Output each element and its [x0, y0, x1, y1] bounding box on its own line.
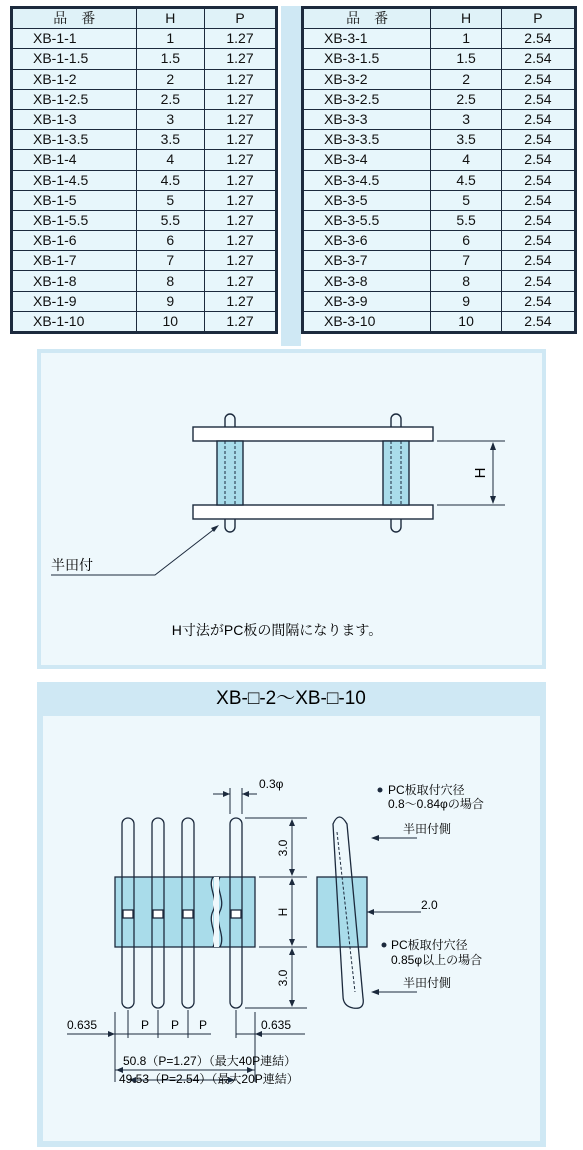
table-row [13, 109, 276, 129]
table-row [304, 311, 575, 331]
cell-h: 1 [136, 29, 204, 49]
cell-part-number: XB-3-4 [304, 150, 431, 170]
pin-bottom-left [225, 519, 235, 532]
cell-part-number: XB-1-8 [13, 271, 137, 291]
dim-p1-label: P [141, 1018, 150, 1032]
table-row [13, 210, 276, 230]
solder-side-label-2: 半田付側 [403, 976, 452, 990]
cell-h: 5 [136, 190, 204, 210]
table-row [13, 251, 276, 271]
table-row [304, 69, 575, 89]
header-h: H [136, 9, 204, 29]
mounting-diagram [37, 349, 546, 669]
dim-p2-label: P [171, 1018, 180, 1032]
cell-p: 1.27 [204, 190, 275, 210]
cell-p: 2.54 [501, 291, 574, 311]
table-row [13, 89, 276, 109]
note-1-line-1: PC板取付穴径 [388, 783, 465, 797]
cell-part-number: XB-1-4.5 [13, 170, 137, 190]
cell-p: 1.27 [204, 109, 275, 129]
dim-49-53-label: 49.53（P=2.54）（最大20P連結） [119, 1072, 299, 1086]
cell-p: 1.27 [204, 271, 275, 291]
cell-h: 6 [136, 231, 204, 251]
cell-h: 7 [136, 251, 204, 271]
table-row [304, 190, 575, 210]
dim-p3-label: P [199, 1018, 208, 1032]
cell-p: 2.54 [501, 271, 574, 291]
cell-part-number: XB-3-3.5 [304, 130, 431, 150]
cell-h: 5.5 [431, 210, 501, 230]
header-part-number: 品 番 [13, 9, 137, 29]
note-2-line-2: 0.85φ以上の場合 [391, 953, 483, 967]
cell-h: 2 [136, 69, 204, 89]
dim-h-label: H [276, 907, 290, 917]
cell-p: 2.54 [501, 150, 574, 170]
pin-2 [152, 818, 164, 1008]
note-bullet-1 [378, 788, 383, 793]
cell-part-number: XB-1-1 [13, 29, 137, 49]
cell-part-number: XB-3-7 [304, 251, 431, 271]
cell-p: 1.27 [204, 49, 275, 69]
table-row [304, 150, 575, 170]
table-header-row [304, 9, 575, 29]
cell-part-number: XB-1-10 [13, 311, 137, 331]
table-row [304, 231, 575, 251]
header-p: P [501, 9, 574, 29]
table-row [13, 150, 276, 170]
cell-h: 8 [431, 271, 501, 291]
pin-top-right [391, 414, 401, 427]
table-header-row [13, 9, 276, 29]
table-row [13, 49, 276, 69]
table-row [13, 231, 276, 251]
table-row [13, 291, 276, 311]
cell-part-number: XB-3-5.5 [304, 210, 431, 230]
table-row [304, 170, 575, 190]
cell-part-number: XB-1-1.5 [13, 49, 137, 69]
cell-h: 2.5 [136, 89, 204, 109]
cell-h: 5.5 [136, 210, 204, 230]
cell-part-number: XB-1-2 [13, 69, 137, 89]
cell-part-number: XB-3-2 [304, 69, 431, 89]
cell-p: 2.54 [501, 210, 574, 230]
table-row [13, 130, 276, 150]
right-spec-table [301, 6, 577, 334]
header-part-number: 品 番 [304, 9, 431, 29]
cell-p: 2.54 [501, 109, 574, 129]
cell-part-number: XB-1-9 [13, 291, 137, 311]
cell-p: 2.54 [501, 311, 574, 331]
cell-p: 1.27 [204, 311, 275, 331]
cell-part-number: XB-3-10 [304, 311, 431, 331]
solder-side-label-1: 半田付側 [403, 822, 452, 836]
solder-label: 半田付 [51, 557, 93, 573]
cell-h: 1.5 [136, 49, 204, 69]
table-row [304, 29, 575, 49]
cell-part-number: XB-1-5 [13, 190, 137, 210]
cell-h: 4.5 [431, 170, 501, 190]
header-h: H [431, 9, 501, 29]
cell-h: 8 [136, 271, 204, 291]
table-row [13, 29, 276, 49]
dim-2-0-label: 2.0 [421, 898, 438, 912]
cell-h: 2 [431, 69, 501, 89]
table-row [304, 109, 575, 129]
cell-p: 1.27 [204, 29, 275, 49]
pin-3 [182, 818, 194, 1008]
pin-4 [230, 818, 242, 1008]
cell-part-number: XB-3-3 [304, 109, 431, 129]
cell-h: 3 [431, 109, 501, 129]
cell-p: 2.54 [501, 190, 574, 210]
table-row [304, 251, 575, 271]
h-dimension-label: H [472, 467, 489, 479]
table-row [13, 271, 276, 291]
lower-pc-board [193, 505, 433, 519]
cell-h: 7 [431, 251, 501, 271]
cell-part-number: XB-1-2.5 [13, 89, 137, 109]
cell-part-number: XB-3-6 [304, 231, 431, 251]
dimension-drawing [37, 682, 546, 1147]
cell-part-number: XB-1-4 [13, 150, 137, 170]
drawing-title: XB-□-2〜XB-□-10 [216, 688, 366, 709]
cell-p: 2.54 [501, 29, 574, 49]
cell-part-number: XB-1-6 [13, 231, 137, 251]
note-2-line-1: PC板取付穴径 [391, 938, 468, 952]
pin-1 [122, 818, 134, 1008]
note-bullet-2 [382, 943, 387, 948]
dimension-drawing-panel [37, 682, 546, 1147]
cell-p: 1.27 [204, 251, 275, 271]
cell-p: 1.27 [204, 170, 275, 190]
cell-p: 1.27 [204, 150, 275, 170]
cell-p: 1.27 [204, 210, 275, 230]
cell-p: 1.27 [204, 231, 275, 251]
cell-h: 3.5 [431, 130, 501, 150]
cell-p: 1.27 [204, 291, 275, 311]
cell-part-number: XB-3-4.5 [304, 170, 431, 190]
table-row [304, 130, 575, 150]
cell-p: 2.54 [501, 89, 574, 109]
table-row [304, 49, 575, 69]
upper-pc-board [193, 427, 433, 441]
dim-3-0-top-label: 3.0 [276, 839, 290, 857]
dim-0-635-left-label: 0.635 [67, 1018, 98, 1032]
dim-3-0-bottom-label: 3.0 [276, 969, 290, 987]
cell-part-number: XB-3-2.5 [304, 89, 431, 109]
cell-h: 9 [136, 291, 204, 311]
cell-h: 5 [431, 190, 501, 210]
dim-50-8-label: 50.8（P=1.27）（最大40P連結） [123, 1054, 297, 1068]
note-1-line-2: 0.8〜0.84φの場合 [388, 797, 484, 811]
table-separator [281, 6, 301, 346]
pin-bottom-right [391, 519, 401, 532]
cell-p: 1.27 [204, 89, 275, 109]
cell-part-number: XB-3-9 [304, 291, 431, 311]
cell-h: 2.5 [431, 89, 501, 109]
table-row [13, 170, 276, 190]
cell-h: 1 [431, 29, 501, 49]
cell-part-number: XB-1-3 [13, 109, 137, 129]
cell-h: 3.5 [136, 130, 204, 150]
table-row [13, 190, 276, 210]
cell-part-number: XB-3-8 [304, 271, 431, 291]
table-row [304, 271, 575, 291]
header-p: P [204, 9, 275, 29]
cell-part-number: XB-3-1 [304, 29, 431, 49]
cell-p: 2.54 [501, 251, 574, 271]
cell-h: 10 [136, 311, 204, 331]
cell-p: 2.54 [501, 130, 574, 150]
cell-h: 4 [136, 150, 204, 170]
cell-part-number: XB-3-1.5 [304, 49, 431, 69]
cell-p: 2.54 [501, 231, 574, 251]
cell-p: 2.54 [501, 49, 574, 69]
spacer-right [383, 441, 409, 505]
cell-h: 4.5 [136, 170, 204, 190]
table-row [304, 210, 575, 230]
cell-p: 2.54 [501, 170, 574, 190]
mounting-diagram-panel [37, 349, 546, 669]
cell-p: 1.27 [204, 69, 275, 89]
dim-0-635-right-label: 0.635 [261, 1018, 292, 1032]
cell-h: 4 [431, 150, 501, 170]
table-row [304, 291, 575, 311]
cell-h: 10 [431, 311, 501, 331]
pin-top-left [225, 414, 235, 427]
cell-p: 1.27 [204, 130, 275, 150]
spacer-left [217, 441, 243, 505]
cell-part-number: XB-1-5.5 [13, 210, 137, 230]
cell-part-number: XB-1-7 [13, 251, 137, 271]
table-row [304, 89, 575, 109]
side-view-body [317, 877, 367, 947]
cell-part-number: XB-3-5 [304, 190, 431, 210]
table-row [13, 311, 276, 331]
cell-h: 1.5 [431, 49, 501, 69]
cell-p: 2.54 [501, 69, 574, 89]
cell-h: 9 [431, 291, 501, 311]
dim-0-3-label: 0.3φ [259, 777, 284, 791]
cell-part-number: XB-1-3.5 [13, 130, 137, 150]
cell-h: 3 [136, 109, 204, 129]
cell-h: 6 [431, 231, 501, 251]
left-spec-table [10, 6, 278, 334]
mounting-caption: H寸法がPC板の間隔になります。 [171, 622, 383, 638]
table-row [13, 69, 276, 89]
